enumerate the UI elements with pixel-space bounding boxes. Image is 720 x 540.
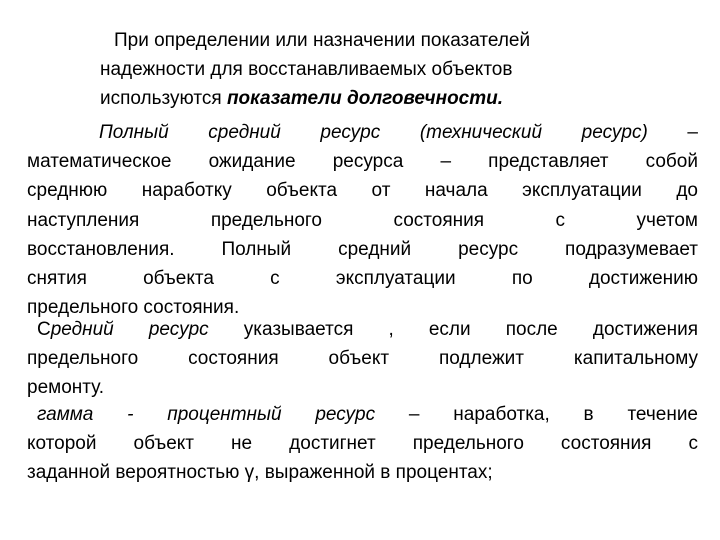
paragraph-line: наступления предельного состояния с учетом [27, 209, 698, 231]
term-full-mean-resource: Полный средний ресурс (технический ресурс) [99, 122, 648, 143]
paragraph-line-rest: – наработка, в течение [375, 404, 699, 425]
paragraph-line: математическое ожидание ресурса – представляет собой [27, 151, 698, 173]
intro-line-3 [100, 84, 700, 113]
paragraph-line: которой объект не достигнет предельного состояния с [27, 433, 698, 455]
intro-line-3-prefix: используются [100, 88, 227, 109]
term-mean-resource: редний ресурс [50, 319, 209, 340]
paragraph-line [27, 400, 698, 429]
paragraph-line: среднюю наработку объекта от начала эксплуатации до [27, 180, 698, 202]
intro-text [100, 26, 700, 113]
intro-line-2: надежности для восстанавливаемых объектов [100, 59, 513, 80]
paragraph-full-mean-resource [27, 118, 698, 322]
paragraph-line-rest: указывается , если после достижения [208, 319, 698, 340]
paragraph-line: предельного состояния. [27, 297, 240, 319]
intro-line-1: При определении или назначении показателей [114, 30, 531, 51]
paragraph-line: восстановления. Полный средний ресурс подразумевает [27, 238, 698, 260]
paragraph-line: заданной вероятностью γ, выраженной в процентах; [27, 462, 493, 484]
paragraph-line [27, 118, 698, 147]
term-dash: – [647, 122, 698, 143]
intro-emphasis: показатели долговечности. [226, 88, 504, 109]
paragraph-mean-resource [27, 315, 698, 403]
paragraph-line: предельного состояния объект подлежит капитальному [27, 348, 698, 370]
paragraph-gamma-resource [27, 400, 698, 488]
term-gamma-resource: гамма - процентный ресурс [37, 404, 376, 425]
paragraph-line: ремонту. [27, 377, 105, 399]
paragraph-line: снятия объекта с эксплуатации по достижению [27, 268, 698, 290]
term-lead-letter: С [37, 319, 51, 340]
paragraph-line [27, 315, 698, 344]
